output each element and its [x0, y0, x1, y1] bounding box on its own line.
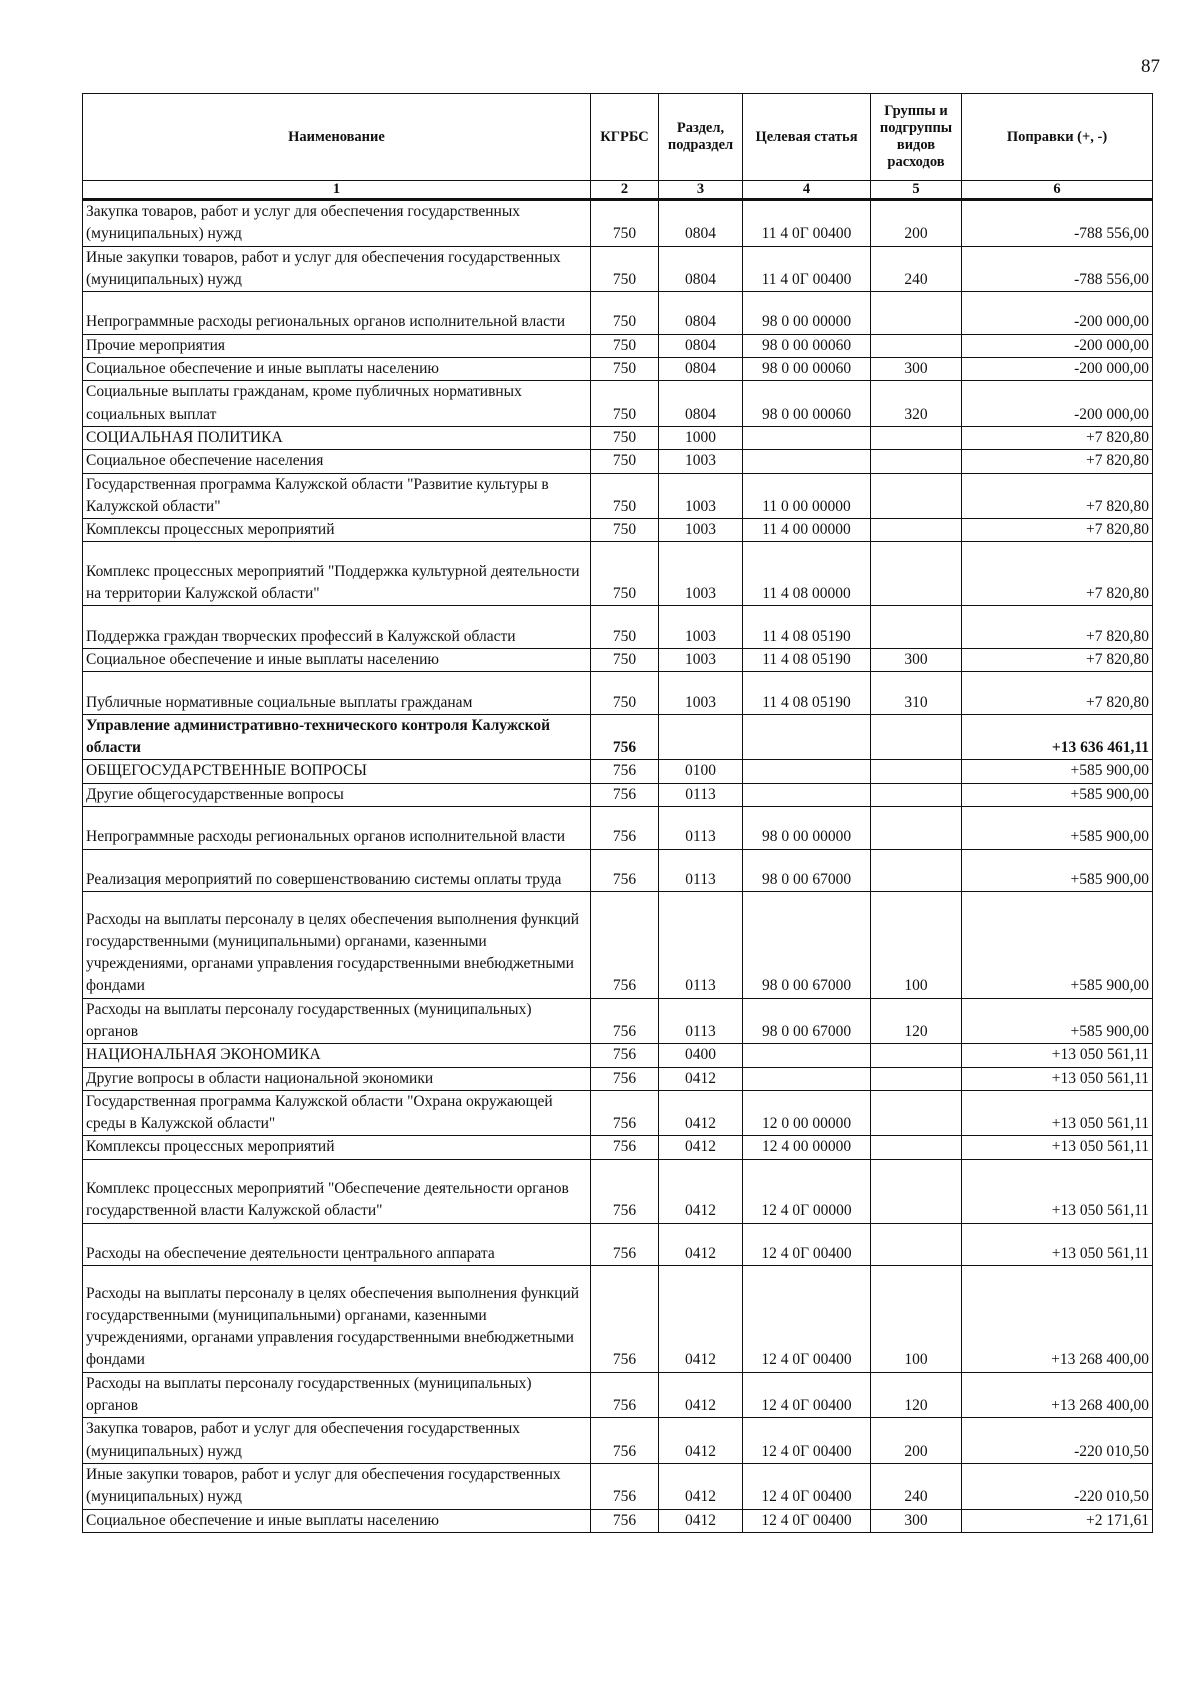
table-row: [83, 1067, 1153, 1090]
row-group: [871, 519, 962, 542]
row-name: Другие общегосударственные вопросы: [83, 783, 591, 806]
row-group: [871, 1067, 962, 1090]
row-section: 0412: [659, 1372, 743, 1418]
row-kgrbs: 756: [591, 1067, 659, 1090]
row-name: Социальные выплаты гражданам, кроме публичных нормативных социальных выплат: [83, 381, 591, 427]
row-kgrbs: 750: [591, 473, 659, 519]
table-row: [83, 1418, 1153, 1464]
row-amount: +13 268 400,00: [962, 1266, 1153, 1373]
row-section: 0400: [659, 1044, 743, 1067]
row-group: [871, 450, 962, 473]
row-amount: +7 820,80: [962, 672, 1153, 715]
row-section: 0113: [659, 849, 743, 892]
row-amount: +585 900,00: [962, 892, 1153, 999]
row-target: 98 0 00 00000: [743, 807, 871, 850]
table-row: [83, 1136, 1153, 1159]
row-name: Непрограммные расходы региональных органов исполнительной власти: [83, 292, 591, 335]
row-kgrbs: 756: [591, 1136, 659, 1159]
row-target: 12 0 00 00000: [743, 1090, 871, 1136]
row-kgrbs: 756: [591, 1159, 659, 1223]
row-group: 120: [871, 1372, 962, 1418]
row-target: [743, 1067, 871, 1090]
table-row: [83, 1463, 1153, 1509]
row-amount: -220 010,50: [962, 1463, 1153, 1509]
row-section: 1003: [659, 450, 743, 473]
table-row: [83, 648, 1153, 671]
row-target: 98 0 00 00060: [743, 334, 871, 357]
row-name: Закупка товаров, работ и услуг для обеспечения государственных (муниципальных) нужд: [83, 1418, 591, 1464]
row-name: Комплексы процессных мероприятий: [83, 1136, 591, 1159]
row-amount: +585 900,00: [962, 807, 1153, 850]
row-group: [871, 606, 962, 649]
row-group: 240: [871, 1463, 962, 1509]
row-group: [871, 807, 962, 850]
row-target: 98 0 00 67000: [743, 849, 871, 892]
row-target: [743, 450, 871, 473]
table-row: [83, 473, 1153, 519]
row-name: Социальное обеспечение и иные выплаты населению: [83, 1509, 591, 1532]
header-section: Раздел, подраздел: [659, 94, 743, 181]
row-kgrbs: 756: [591, 1418, 659, 1464]
row-name: НАЦИОНАЛЬНАЯ ЭКОНОМИКА: [83, 1044, 591, 1067]
row-target: [743, 426, 871, 449]
row-group: [871, 1090, 962, 1136]
table-row: [83, 672, 1153, 715]
header-name: Наименование: [83, 94, 591, 181]
table-row: [83, 1223, 1153, 1266]
row-kgrbs: 756: [591, 714, 659, 760]
row-section: 0804: [659, 334, 743, 357]
row-group: [871, 760, 962, 783]
row-name: Прочие мероприятия: [83, 334, 591, 357]
row-name: Другие вопросы в области национальной экономики: [83, 1067, 591, 1090]
row-name: СОЦИАЛЬНАЯ ПОЛИТИКА: [83, 426, 591, 449]
row-section: 1003: [659, 648, 743, 671]
row-section: 0412: [659, 1067, 743, 1090]
row-target: 12 4 0Г 00400: [743, 1418, 871, 1464]
row-name: Реализация мероприятий по совершенствованию системы оплаты труда: [83, 849, 591, 892]
row-section: 0804: [659, 292, 743, 335]
row-amount: +585 900,00: [962, 783, 1153, 806]
row-target: [743, 714, 871, 760]
row-section: 0804: [659, 358, 743, 381]
row-group: 300: [871, 648, 962, 671]
table-row: [83, 849, 1153, 892]
row-name: Социальное обеспечение и иные выплаты населению: [83, 648, 591, 671]
row-name: Иные закупки товаров, работ и услуг для обеспечения государственных (муниципальных) нужд: [83, 1463, 591, 1509]
row-section: 0412: [659, 1159, 743, 1223]
row-kgrbs: 750: [591, 672, 659, 715]
row-section: 0412: [659, 1223, 743, 1266]
row-name: Непрограммные расходы региональных органов исполнительной власти: [83, 807, 591, 850]
row-section: 0412: [659, 1136, 743, 1159]
row-group: [871, 714, 962, 760]
table-row: [83, 426, 1153, 449]
row-kgrbs: 756: [591, 998, 659, 1044]
table-row: [83, 1509, 1153, 1532]
row-target: 98 0 00 67000: [743, 892, 871, 999]
row-target: 11 0 00 00000: [743, 473, 871, 519]
row-name: Расходы на обеспечение деятельности центрального аппарата: [83, 1223, 591, 1266]
row-amount: -220 010,50: [962, 1418, 1153, 1464]
row-target: 11 4 0Г 00400: [743, 246, 871, 292]
row-kgrbs: 750: [591, 334, 659, 357]
row-amount: +7 820,80: [962, 542, 1153, 606]
table-row: [83, 1266, 1153, 1373]
header-groups: Группы и подгруппы видов расходов: [871, 94, 962, 181]
row-name: Социальное обеспечение и иные выплаты населению: [83, 358, 591, 381]
row-target: 12 4 0Г 00400: [743, 1509, 871, 1532]
table-row: [83, 714, 1153, 760]
row-section: 0412: [659, 1266, 743, 1373]
row-amount: -200 000,00: [962, 358, 1153, 381]
table-row: [83, 450, 1153, 473]
row-name: Комплекс процессных мероприятий "Обеспечение деятельности органов государственной власти Калужской области": [83, 1159, 591, 1223]
header-amendments: Поправки (+, -): [962, 94, 1153, 181]
row-kgrbs: 756: [591, 1223, 659, 1266]
row-section: 0804: [659, 200, 743, 247]
row-target: 12 4 0Г 00400: [743, 1223, 871, 1266]
budget-amendments-table: [82, 93, 1153, 1533]
row-section: 0113: [659, 998, 743, 1044]
column-number: 6: [962, 181, 1153, 200]
row-amount: -788 556,00: [962, 200, 1153, 247]
table-row: [83, 783, 1153, 806]
table-row: [83, 381, 1153, 427]
row-amount: +13 050 561,11: [962, 1067, 1153, 1090]
row-group: [871, 1044, 962, 1067]
row-kgrbs: 756: [591, 807, 659, 850]
row-group: 200: [871, 1418, 962, 1464]
row-kgrbs: 756: [591, 1463, 659, 1509]
row-group: [871, 1136, 962, 1159]
row-amount: +2 171,61: [962, 1509, 1153, 1532]
row-target: 12 4 0Г 00400: [743, 1372, 871, 1418]
row-target: 12 4 0Г 00400: [743, 1463, 871, 1509]
table-row: [83, 519, 1153, 542]
row-group: 300: [871, 358, 962, 381]
row-name: Публичные нормативные социальные выплаты гражданам: [83, 672, 591, 715]
row-kgrbs: 750: [591, 606, 659, 649]
row-group: [871, 1223, 962, 1266]
row-kgrbs: 750: [591, 246, 659, 292]
row-group: 100: [871, 1266, 962, 1373]
row-amount: +7 820,80: [962, 606, 1153, 649]
row-target: 11 4 08 05190: [743, 606, 871, 649]
row-target: 11 4 0Г 00400: [743, 200, 871, 247]
row-target: [743, 760, 871, 783]
row-section: 0412: [659, 1418, 743, 1464]
row-group: 310: [871, 672, 962, 715]
row-target: 98 0 00 67000: [743, 998, 871, 1044]
row-target: 11 4 08 05190: [743, 672, 871, 715]
row-section: 1003: [659, 672, 743, 715]
row-amount: +13 268 400,00: [962, 1372, 1153, 1418]
table-row: [83, 606, 1153, 649]
table-row: [83, 292, 1153, 335]
table-row: [83, 246, 1153, 292]
row-section: 1003: [659, 606, 743, 649]
row-section: 0412: [659, 1090, 743, 1136]
row-kgrbs: 750: [591, 450, 659, 473]
row-kgrbs: 750: [591, 542, 659, 606]
row-kgrbs: 750: [591, 358, 659, 381]
row-kgrbs: 756: [591, 760, 659, 783]
row-section: 1003: [659, 542, 743, 606]
table-row: [83, 1090, 1153, 1136]
row-kgrbs: 750: [591, 648, 659, 671]
row-kgrbs: 756: [591, 1044, 659, 1067]
row-name: ОБЩЕГОСУДАРСТВЕННЫЕ ВОПРОСЫ: [83, 760, 591, 783]
row-amount: -200 000,00: [962, 334, 1153, 357]
table-row: [83, 358, 1153, 381]
row-name: Расходы на выплаты персоналу государственных (муниципальных) органов: [83, 998, 591, 1044]
row-amount: +7 820,80: [962, 450, 1153, 473]
column-number: 2: [591, 181, 659, 200]
row-target: 98 0 00 00000: [743, 292, 871, 335]
table-row: [83, 1044, 1153, 1067]
column-number: 1: [83, 181, 591, 200]
table-row: [83, 892, 1153, 999]
table-row: [83, 334, 1153, 357]
row-name: Социальное обеспечение населения: [83, 450, 591, 473]
row-target: 12 4 0Г 00000: [743, 1159, 871, 1223]
table-body: [83, 200, 1153, 1533]
row-target: [743, 783, 871, 806]
header-target: Целевая статья: [743, 94, 871, 181]
row-amount: +13 050 561,11: [962, 1223, 1153, 1266]
table-row: [83, 200, 1153, 247]
row-target: 98 0 00 00060: [743, 358, 871, 381]
row-name: Поддержка граждан творческих профессий в Калужской области: [83, 606, 591, 649]
column-number: 5: [871, 181, 962, 200]
row-group: [871, 292, 962, 335]
page-number: 87: [1141, 56, 1160, 77]
row-name: Иные закупки товаров, работ и услуг для обеспечения государственных (муниципальных) нужд: [83, 246, 591, 292]
row-name: Государственная программа Калужской области "Развитие культуры в Калужской области": [83, 473, 591, 519]
row-kgrbs: 756: [591, 1372, 659, 1418]
row-amount: +7 820,80: [962, 473, 1153, 519]
row-section: 0804: [659, 381, 743, 427]
row-name: Управление административно-технического контроля Калужской области: [83, 714, 591, 760]
row-kgrbs: 750: [591, 381, 659, 427]
row-kgrbs: 756: [591, 783, 659, 806]
row-amount: +13 050 561,11: [962, 1136, 1153, 1159]
row-name: Расходы на выплаты персоналу государственных (муниципальных) органов: [83, 1372, 591, 1418]
row-section: 0113: [659, 807, 743, 850]
header-kgrbs: КГРБС: [591, 94, 659, 181]
row-group: [871, 542, 962, 606]
column-number: 3: [659, 181, 743, 200]
row-kgrbs: 750: [591, 426, 659, 449]
row-amount: -200 000,00: [962, 292, 1153, 335]
row-kgrbs: 756: [591, 849, 659, 892]
row-section: 1003: [659, 519, 743, 542]
row-kgrbs: 756: [591, 1266, 659, 1373]
row-kgrbs: 750: [591, 519, 659, 542]
row-name: Комплексы процессных мероприятий: [83, 519, 591, 542]
row-group: 300: [871, 1509, 962, 1532]
column-number: 4: [743, 181, 871, 200]
row-amount: +585 900,00: [962, 849, 1153, 892]
row-section: 0113: [659, 892, 743, 999]
row-section: 1003: [659, 473, 743, 519]
row-target: 12 4 00 00000: [743, 1136, 871, 1159]
row-target: 11 4 08 00000: [743, 542, 871, 606]
row-name: Государственная программа Калужской области "Охрана окружающей среды в Калужской области": [83, 1090, 591, 1136]
row-group: 200: [871, 200, 962, 247]
row-group: [871, 1159, 962, 1223]
row-group: 320: [871, 381, 962, 427]
row-kgrbs: 750: [591, 292, 659, 335]
row-name: Комплекс процессных мероприятий "Поддержка культурной деятельности на территории Калужской области": [83, 542, 591, 606]
row-section: 0100: [659, 760, 743, 783]
row-amount: +13 050 561,11: [962, 1090, 1153, 1136]
row-kgrbs: 756: [591, 892, 659, 999]
row-group: [871, 426, 962, 449]
table-row: [83, 1372, 1153, 1418]
row-kgrbs: 750: [591, 200, 659, 247]
row-group: [871, 849, 962, 892]
row-target: [743, 1044, 871, 1067]
row-target: 11 4 00 00000: [743, 519, 871, 542]
row-name: Закупка товаров, работ и услуг для обеспечения государственных (муниципальных) нужд: [83, 200, 591, 247]
table-row: [83, 807, 1153, 850]
row-kgrbs: 756: [591, 1509, 659, 1532]
row-amount: +13 050 561,11: [962, 1159, 1153, 1223]
row-group: [871, 473, 962, 519]
row-section: 0113: [659, 783, 743, 806]
row-amount: -788 556,00: [962, 246, 1153, 292]
table-row: [83, 998, 1153, 1044]
row-group: 100: [871, 892, 962, 999]
row-amount: +585 900,00: [962, 998, 1153, 1044]
row-target: 11 4 08 05190: [743, 648, 871, 671]
row-amount: +7 820,80: [962, 648, 1153, 671]
row-amount: -200 000,00: [962, 381, 1153, 427]
row-group: 240: [871, 246, 962, 292]
row-group: [871, 334, 962, 357]
row-amount: +7 820,80: [962, 519, 1153, 542]
row-section: 0412: [659, 1463, 743, 1509]
row-amount: +13 636 461,11: [962, 714, 1153, 760]
row-section: 0412: [659, 1509, 743, 1532]
row-name: Расходы на выплаты персоналу в целях обеспечения выполнения функций государственными (муниципальными) органами, казенными учреждениями, органами управления государственными внебюджетными фондами: [83, 1266, 591, 1373]
row-kgrbs: 756: [591, 1090, 659, 1136]
row-amount: +7 820,80: [962, 426, 1153, 449]
row-section: [659, 714, 743, 760]
row-section: 1000: [659, 426, 743, 449]
table-row: [83, 542, 1153, 606]
table-row: [83, 760, 1153, 783]
row-section: 0804: [659, 246, 743, 292]
row-name: Расходы на выплаты персоналу в целях обеспечения выполнения функций государственными (муниципальными) органами, казенными учреждениями, органами управления государственными внебюджетными фондами: [83, 892, 591, 999]
row-group: [871, 783, 962, 806]
row-group: 120: [871, 998, 962, 1044]
row-target: 98 0 00 00060: [743, 381, 871, 427]
row-amount: +585 900,00: [962, 760, 1153, 783]
table-row: [83, 1159, 1153, 1223]
row-target: 12 4 0Г 00400: [743, 1266, 871, 1373]
row-amount: +13 050 561,11: [962, 1044, 1153, 1067]
